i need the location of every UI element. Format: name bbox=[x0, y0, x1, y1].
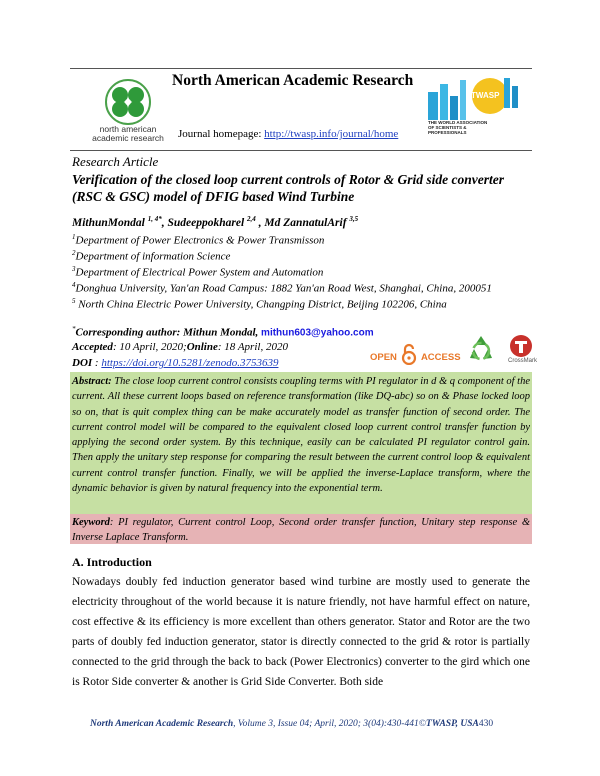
abstract bbox=[72, 374, 530, 496]
twasp-caption: THE WORLD ASSOCIATION OF SCIENTISTS & PROFESSIONALS bbox=[428, 120, 488, 135]
homepage-label: Journal homepage: bbox=[178, 128, 265, 140]
corresponding-author: *Corresponding author: Mithun Mondal, mithun603@yahoo.com bbox=[72, 325, 374, 339]
accepted-date: : 10 April, 2020; bbox=[112, 341, 187, 353]
introduction-paragraph: Nowadays doubly fed induction generator based wind turbine are mostly used to generate the electricity throughout of the world because it is nature friendly, not have harmful effect on nature, cost effective & its efficiency is more excellent than others generator. Stator and Rotor are the two parts of doubly fed induction generator, stator is directly connected to the grid & rotor is partially connected to the grid through the back to back (Power Electronics) converter to the gird which one is Rotor Side converter & another is Grid Side Converter. Both side bbox=[72, 576, 530, 688]
keyword-label: Keyword bbox=[72, 517, 110, 528]
doi-line: DOI : https://doi.org/10.5281/zenodo.3753639 bbox=[72, 357, 279, 369]
footer-publisher: TWASP, USA bbox=[425, 719, 479, 729]
author-2: , Sudeeppokharel bbox=[161, 216, 248, 229]
section-heading: A. Introduction bbox=[72, 555, 152, 569]
page-number: 430 bbox=[478, 719, 494, 729]
keyword-text: : PI regulator, Current control Loop, Second order transfer function, Unitary step response & Inverse Laplace Transform. bbox=[72, 517, 530, 543]
author-3: , Md ZannatulArif bbox=[255, 216, 350, 229]
open-access-text-2: ACCESS bbox=[420, 352, 461, 364]
header-bottom-rule bbox=[70, 150, 532, 151]
doi-link[interactable]: https://doi.org/10.5281/zenodo.3753639 bbox=[101, 357, 279, 369]
journal-homepage bbox=[178, 128, 398, 140]
online-date: : 18 April, 2020 bbox=[217, 341, 288, 353]
open-access-text-1: OPEN bbox=[370, 352, 397, 364]
affiliation: $^2$Department of information Science bbox=[72, 249, 231, 263]
doi-label: DOI bbox=[72, 357, 93, 369]
open-lock-icon bbox=[401, 343, 417, 370]
author-2-affil: 2,4 bbox=[247, 215, 256, 223]
footer-details: , Volume 3, Issue 04; April, 2020; 3(04):430-441 bbox=[233, 719, 419, 729]
crossmark-label: CrossMark bbox=[508, 358, 538, 364]
abstract-label: Abstract: bbox=[72, 376, 112, 387]
corr-email[interactable]: mithun603@yahoo.com bbox=[261, 327, 374, 339]
affiliation: $^4$Donghua University, Yan'an Road Campus: 1882 Yan'an Road West, Shanghai, China, 200051 bbox=[72, 281, 492, 295]
homepage-link[interactable]: http://twasp.info/journal/home bbox=[264, 128, 399, 140]
twasp-badge: TWASP bbox=[471, 91, 500, 100]
authors-line bbox=[72, 215, 358, 229]
recycle-icon bbox=[465, 333, 497, 370]
header-top-rule bbox=[70, 68, 532, 69]
corr-name: Mithun Mondal, bbox=[180, 326, 262, 339]
corr-label: Corresponding author: bbox=[75, 326, 181, 339]
accepted-label: Accepted bbox=[72, 341, 113, 353]
article-type: Research Article bbox=[72, 154, 159, 169]
online-label: Online bbox=[186, 341, 218, 353]
affiliation: $^1$Department of Power Electronics & Power Transmisson bbox=[72, 233, 325, 247]
affiliation: $^3$Department of Electrical Power System and Automation bbox=[72, 265, 324, 279]
dates-line bbox=[72, 341, 288, 353]
affiliation: $^5$ North China Electric Power University, Changping District, Beijing 102206, China bbox=[72, 297, 447, 311]
author-1: MithunMondal bbox=[72, 216, 148, 229]
open-access-logo bbox=[370, 343, 461, 370]
keywords bbox=[72, 515, 530, 545]
article-title: Verification of the closed loop current controls of Rotor & Grid side converter (RSC & GSC) model of DFIG based Wind Turbine bbox=[72, 172, 504, 204]
logo-text: north american academic research bbox=[92, 124, 164, 143]
abstract-text: The close loop current control consists coupling terms with PI regulator in d & q component of the current. All these current loops based on reference transformation (like DQ-abc) so on & Phase locked loop so on, that is quit complex thing can be make accurately model as transfer function of second order. The current control model will be compared to the equivalent closed loop current control transfer function by applying the second order system. By this technique, easily can be calculated PI regulator control gain. Then apply the unitary step response for comparing the result between the current control loop & equivalent current control transfer function. Finally, we will be applied the inverse-Laplace transform, where the dynamic behavior is given by natural frequency into the exponential term. bbox=[72, 376, 530, 495]
author-1-affil: 1, 4* bbox=[147, 215, 162, 223]
author-3-affil: 3,5 bbox=[349, 215, 359, 223]
journal-title: North American Academic Research bbox=[172, 72, 414, 89]
page-footer: North American Academic Research, Volume 3, Issue 04; April, 2020; 3(04):430-441©TWASP, USA430 bbox=[90, 719, 494, 729]
footer-journal: North American Academic Research bbox=[90, 719, 234, 729]
